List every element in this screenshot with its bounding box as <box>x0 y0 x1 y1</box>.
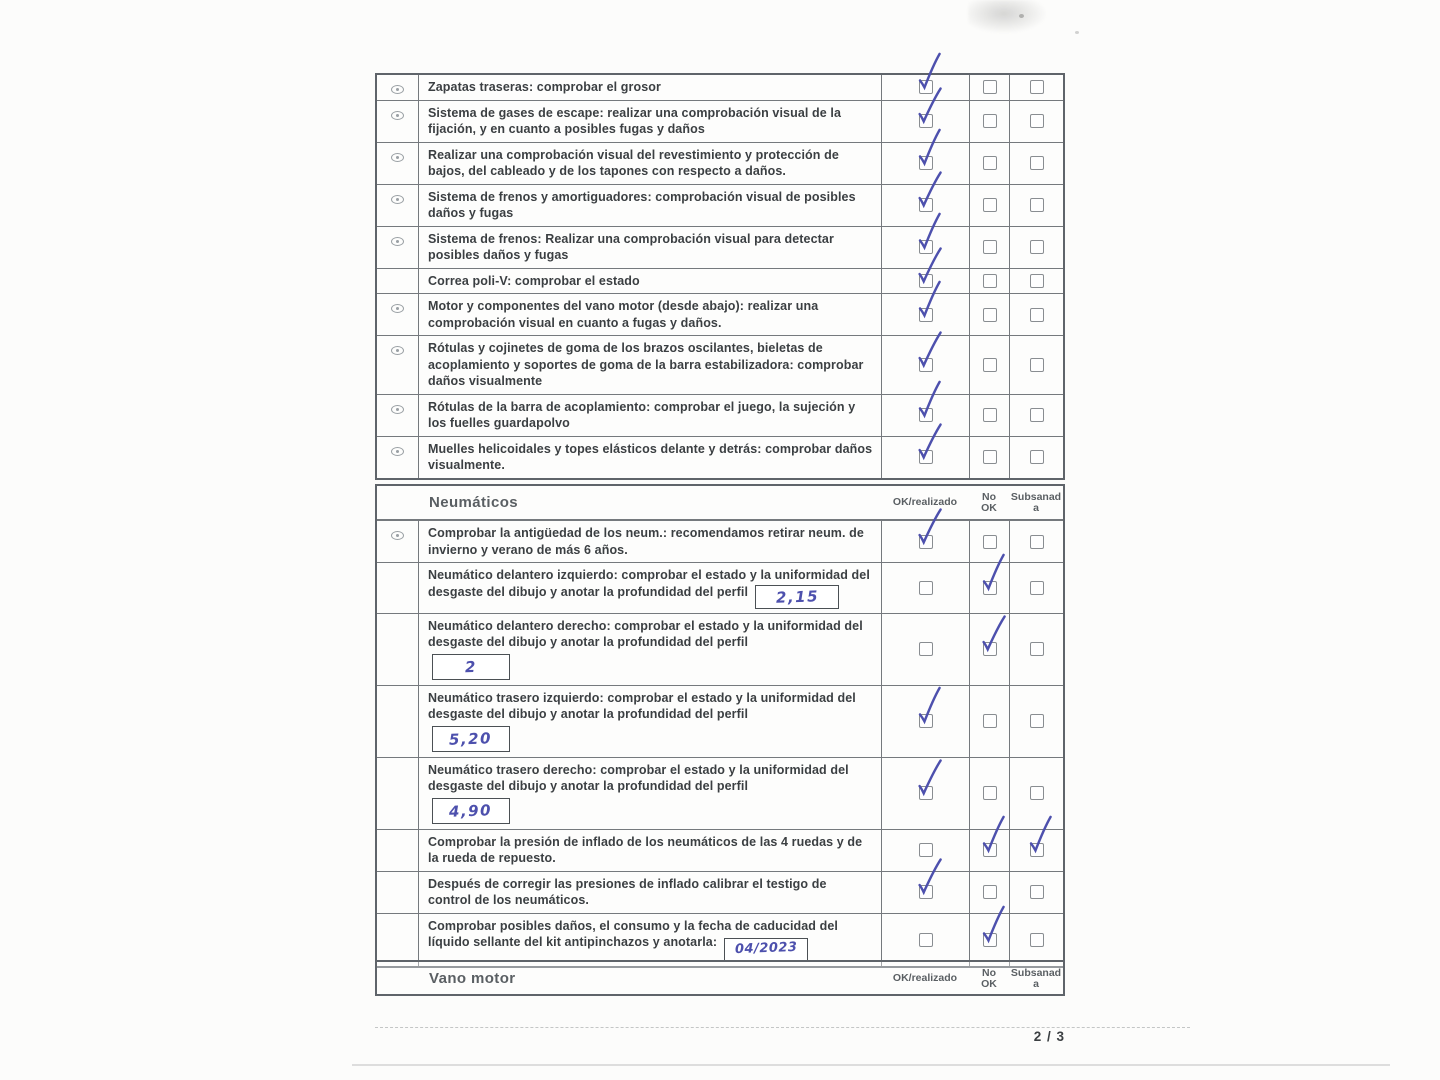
footer-divider <box>375 1027 1190 1028</box>
table-row <box>377 685 1063 757</box>
checkbox-subsanada[interactable] <box>1030 358 1044 372</box>
eye-column-cell <box>377 395 419 436</box>
checkbox-ok[interactable] <box>919 535 933 549</box>
check-cell-subsanada <box>1009 294 1063 335</box>
item-label: Muelles helicoidales y topes elásticos delante y detrás: comprobar daños visualmente. <box>428 441 873 472</box>
checkbox-subsanada[interactable] <box>1030 642 1044 656</box>
check-cell-subsanada <box>1009 563 1063 613</box>
check-cell-subsanada <box>1009 269 1063 294</box>
page-number: 2 / 3 <box>1033 1029 1065 1044</box>
eye-column-cell <box>377 143 419 184</box>
column-header-subsanada: Subsanad a <box>1010 490 1062 514</box>
checkbox-ok[interactable] <box>919 274 933 288</box>
item-label: Realizar una comprobación visual del revestimiento y protección de bajos, del cableado y de los tapones con respecto a daños. <box>428 147 839 178</box>
checklist-item-text <box>419 614 881 685</box>
eye-icon <box>391 153 404 162</box>
checkbox-subsanada[interactable] <box>1030 114 1044 128</box>
item-label: Zapatas traseras: comprobar el grosor <box>428 80 661 94</box>
checkbox-ok[interactable] <box>919 581 933 595</box>
checkbox-subsanada[interactable] <box>1030 156 1044 170</box>
table-row <box>377 394 1063 436</box>
check-cell-no_ok <box>969 521 1009 562</box>
checkbox-subsanada[interactable] <box>1030 714 1044 728</box>
checkbox-ok[interactable] <box>919 156 933 170</box>
table-row <box>377 562 1063 613</box>
checkbox-no_ok[interactable] <box>983 308 997 322</box>
checklist-item-text <box>419 75 881 100</box>
check-cell-ok <box>881 75 969 100</box>
checkbox-subsanada[interactable] <box>1030 308 1044 322</box>
checkbox-no_ok[interactable] <box>983 885 997 899</box>
check-cell-no_ok <box>969 395 1009 436</box>
item-label: Comprobar la antigüedad de los neum.: recomendamos retirar neum. de invierno y verano de más 6 años. <box>428 526 864 557</box>
check-cell-no_ok <box>969 614 1009 685</box>
handwritten-value-box[interactable] <box>432 726 510 752</box>
checklist-item-text <box>419 227 881 268</box>
check-cell-no_ok <box>969 686 1009 757</box>
table-row <box>377 757 1063 829</box>
check-cell-ok <box>881 686 969 757</box>
item-label: Correa poli-V: comprobar el estado <box>428 273 640 288</box>
handwritten-value: 4,90 <box>449 800 493 821</box>
item-label: Neumático trasero izquierdo: comprobar el estado y la uniformidad del desgaste del dibujo y anotar la profundidad del perfil <box>428 690 856 722</box>
check-cell-subsanada <box>1009 101 1063 142</box>
checklist-item-text <box>419 395 881 436</box>
table-row <box>377 335 1063 394</box>
checkbox-no_ok[interactable] <box>983 535 997 549</box>
eye-column-cell <box>377 614 419 685</box>
table-row <box>377 293 1063 335</box>
checkbox-no_ok[interactable] <box>983 198 997 212</box>
handwritten-value-box[interactable] <box>432 798 510 824</box>
table-row <box>377 913 1063 966</box>
table-row <box>377 436 1063 478</box>
check-cell-ok <box>881 758 969 829</box>
column-header-ok-realizado: OK/realizado <box>892 972 958 984</box>
column-header-ok-realizado: OK/realizado <box>892 496 958 508</box>
value-box-line <box>432 654 873 680</box>
checkbox-subsanada[interactable] <box>1030 240 1044 254</box>
check-cell-ok <box>881 521 969 562</box>
handwritten-value: 2,15 <box>775 586 819 607</box>
table-row <box>377 226 1063 268</box>
checklist-item-text <box>419 914 881 966</box>
table-row <box>377 871 1063 913</box>
checkbox-no_ok[interactable] <box>983 714 997 728</box>
item-label: Sistema de frenos y amortiguadores: comprobación visual de posibles daños y fugas <box>428 189 856 220</box>
check-cell-ok <box>881 143 969 184</box>
table-row <box>377 184 1063 226</box>
scan-smudge <box>968 0 1048 34</box>
check-cell-ok <box>881 872 969 913</box>
checkbox-no_ok[interactable] <box>983 581 997 595</box>
table-row <box>377 75 1063 100</box>
eye-column-cell <box>377 563 419 613</box>
item-label: Neumático delantero izquierdo: comprobar el estado y la uniformidad del desgaste del dibujo y anotar la profundidad del perfil <box>428 568 870 599</box>
check-cell-subsanada <box>1009 336 1063 394</box>
eye-column-cell <box>377 336 419 394</box>
table-row <box>377 142 1063 184</box>
section-title-vano-motor: Vano motor <box>429 970 516 987</box>
table-row <box>377 100 1063 142</box>
item-label: Rótulas de la barra de acoplamiento: comprobar el juego, la sujeción y los fuelles guardapolvo <box>428 399 856 430</box>
eye-icon <box>391 111 404 120</box>
checkbox-subsanada[interactable] <box>1030 450 1044 464</box>
check-cell-no_ok <box>969 75 1009 100</box>
check-cell-subsanada <box>1009 521 1063 562</box>
eye-column-cell <box>377 521 419 562</box>
check-cell-ok <box>881 294 969 335</box>
check-cell-ok <box>881 185 969 226</box>
eye-column-cell <box>377 269 419 294</box>
handwritten-value-box[interactable] <box>432 654 510 680</box>
checklist-item-text <box>419 686 881 757</box>
check-cell-subsanada <box>1009 185 1063 226</box>
eye-icon <box>391 195 404 204</box>
checkbox-no_ok[interactable] <box>983 408 997 422</box>
checklist-item-text <box>419 437 881 478</box>
checkbox-ok[interactable] <box>919 308 933 322</box>
check-cell-subsanada <box>1009 914 1063 966</box>
check-cell-subsanada <box>1009 686 1063 757</box>
neumaticos-header-row <box>377 486 1063 520</box>
handwritten-value: 5,20 <box>449 728 493 749</box>
checkbox-subsanada[interactable] <box>1030 786 1044 800</box>
eye-icon <box>391 405 404 414</box>
check-cell-no_ok <box>969 101 1009 142</box>
scan-speck <box>1019 14 1024 18</box>
check-cell-no_ok <box>969 294 1009 335</box>
check-cell-no_ok <box>969 185 1009 226</box>
checkbox-ok[interactable] <box>919 642 933 656</box>
item-label: Motor y componentes del vano motor (desde abajo): realizar una comprobación visual en cuanto a fugas y daños. <box>428 299 819 330</box>
table-row <box>377 268 1063 294</box>
check-cell-no_ok <box>969 872 1009 913</box>
check-cell-subsanada <box>1009 75 1063 100</box>
eye-icon <box>391 85 404 94</box>
checkbox-no_ok[interactable] <box>983 642 997 656</box>
checklist-item-text <box>419 269 881 294</box>
checklist-item-text <box>419 563 881 613</box>
check-cell-subsanada <box>1009 872 1063 913</box>
eye-column-cell <box>377 872 419 913</box>
check-cell-ok <box>881 614 969 685</box>
vano-motor-table <box>375 960 1065 996</box>
check-cell-subsanada <box>1009 143 1063 184</box>
checklist-item-text <box>419 758 881 829</box>
eye-column-cell <box>377 75 419 100</box>
eye-column-cell <box>377 914 419 966</box>
checkbox-ok[interactable] <box>919 358 933 372</box>
checkbox-ok[interactable] <box>919 885 933 899</box>
checkbox-no_ok[interactable] <box>983 450 997 464</box>
checkbox-ok[interactable] <box>919 240 933 254</box>
check-cell-ok <box>881 914 969 966</box>
item-label: Rótulas y cojinetes de goma de los brazos oscilantes, bieletas de acoplamiento y soportes de goma de la barra estabilizadora: comprobar daños visualmente <box>428 341 864 388</box>
check-cell-ok <box>881 830 969 871</box>
eye-column-cell <box>377 830 419 871</box>
check-cell-no_ok <box>969 437 1009 478</box>
checkbox-subsanada[interactable] <box>1030 408 1044 422</box>
check-cell-ok <box>881 336 969 394</box>
table-row <box>377 520 1063 562</box>
checkbox-no_ok[interactable] <box>983 843 997 857</box>
checkbox-no_ok[interactable] <box>983 240 997 254</box>
handwritten-value-box[interactable] <box>755 585 839 609</box>
checkbox-subsanada[interactable] <box>1030 933 1044 947</box>
table-row <box>377 829 1063 871</box>
check-cell-ok <box>881 101 969 142</box>
check-cell-subsanada <box>1009 758 1063 829</box>
check-cell-subsanada <box>1009 614 1063 685</box>
checkbox-subsanada[interactable] <box>1030 885 1044 899</box>
column-header-subsanada: Subsanad a <box>1010 966 1062 990</box>
eye-column-cell <box>377 437 419 478</box>
checkbox-subsanada[interactable] <box>1030 581 1044 595</box>
handwritten-value: 2 <box>464 657 478 676</box>
checkbox-ok[interactable] <box>919 114 933 128</box>
check-cell-no_ok <box>969 914 1009 966</box>
checkbox-ok[interactable] <box>919 786 933 800</box>
check-cell-subsanada <box>1009 395 1063 436</box>
eye-column-cell <box>377 294 419 335</box>
check-cell-ok <box>881 437 969 478</box>
checkbox-no_ok[interactable] <box>983 274 997 288</box>
eye-column-cell <box>377 227 419 268</box>
handwritten-value: 04/2023 <box>734 940 798 958</box>
check-cell-ok <box>881 269 969 294</box>
checklist-item-text <box>419 872 881 913</box>
column-header-no-ok: No OK <box>981 490 997 514</box>
neumaticos-table <box>375 484 1065 968</box>
eye-column-cell <box>377 686 419 757</box>
eye-icon <box>391 447 404 456</box>
checkbox-no_ok[interactable] <box>983 933 997 947</box>
eye-column-cell <box>377 185 419 226</box>
value-box-line <box>432 798 873 824</box>
section-title-neumaticos: Neumáticos <box>429 494 519 511</box>
check-cell-subsanada <box>1009 830 1063 871</box>
check-cell-no_ok <box>969 143 1009 184</box>
checkbox-no_ok[interactable] <box>983 358 997 372</box>
check-cell-no_ok <box>969 830 1009 871</box>
checkbox-subsanada[interactable] <box>1030 843 1044 857</box>
item-label: Neumático trasero derecho: comprobar el estado y la uniformidad del desgaste del dibujo y anotar la profundidad del perfil <box>428 762 849 794</box>
column-header-no-ok: No OK <box>981 966 997 990</box>
eye-icon <box>391 346 404 355</box>
checklist-item-text <box>419 521 881 562</box>
checklist-item-text <box>419 830 881 871</box>
check-cell-no_ok <box>969 563 1009 613</box>
item-label: Sistema de frenos: Realizar una comprobación visual para detectar posibles daños y fugas <box>428 231 834 262</box>
eye-icon <box>391 237 404 246</box>
check-cell-ok <box>881 395 969 436</box>
eye-column-cell <box>377 758 419 829</box>
check-cell-no_ok <box>969 269 1009 294</box>
item-label: Sistema de gases de escape: realizar una comprobación visual de la fijación, y en cuanto a posibles fugas y daños <box>428 105 842 136</box>
check-cell-subsanada <box>1009 437 1063 478</box>
check-cell-subsanada <box>1009 227 1063 268</box>
checkbox-subsanada[interactable] <box>1030 274 1044 288</box>
checklist-item-text <box>419 336 881 394</box>
check-cell-ok <box>881 563 969 613</box>
eye-icon <box>391 531 404 540</box>
checkbox-ok[interactable] <box>919 408 933 422</box>
checklist-item-text <box>419 143 881 184</box>
checkbox-ok[interactable] <box>919 450 933 464</box>
checkbox-no_ok[interactable] <box>983 80 997 94</box>
checkbox-subsanada[interactable] <box>1030 80 1044 94</box>
checklist-item-text <box>419 185 881 226</box>
checkbox-ok[interactable] <box>919 80 933 94</box>
checkbox-no_ok[interactable] <box>983 156 997 170</box>
checkbox-ok[interactable] <box>919 714 933 728</box>
checklist-item-text <box>419 101 881 142</box>
check-cell-no_ok <box>969 336 1009 394</box>
checkbox-ok[interactable] <box>919 933 933 947</box>
item-label: Después de corregir las presiones de inflado calibrar el testigo de control de los neumáticos. <box>428 876 827 908</box>
check-cell-no_ok <box>969 758 1009 829</box>
checkbox-subsanada[interactable] <box>1030 198 1044 212</box>
checkbox-ok[interactable] <box>919 198 933 212</box>
scan-speck <box>1075 31 1079 34</box>
vano-motor-header-row <box>377 962 1063 995</box>
check-cell-no_ok <box>969 227 1009 268</box>
eye-icon <box>391 304 404 313</box>
item-label: Comprobar posibles daños, el consumo y la fecha de caducidad del líquido sellante del kit antipinchazos y anotarla: <box>428 918 838 950</box>
value-box-line <box>432 726 873 752</box>
item-label: Neumático delantero derecho: comprobar el estado y la uniformidad del desgaste del dibujo y anotar la profundidad del perfil <box>428 618 863 650</box>
checkbox-subsanada[interactable] <box>1030 535 1044 549</box>
checkbox-no_ok[interactable] <box>983 114 997 128</box>
check-cell-ok <box>881 227 969 268</box>
checkbox-ok[interactable] <box>919 843 933 857</box>
eye-column-cell <box>377 101 419 142</box>
table-row <box>377 613 1063 685</box>
checklist-item-text <box>419 294 881 335</box>
scan-edge-line <box>352 1064 1390 1066</box>
checkbox-no_ok[interactable] <box>983 786 997 800</box>
item-label: Comprobar la presión de inflado de los neumáticos de las 4 ruedas y de la rueda de repuesto. <box>428 834 863 866</box>
inspection-table-continuation <box>375 73 1065 480</box>
handwritten-value-box[interactable] <box>724 938 808 962</box>
